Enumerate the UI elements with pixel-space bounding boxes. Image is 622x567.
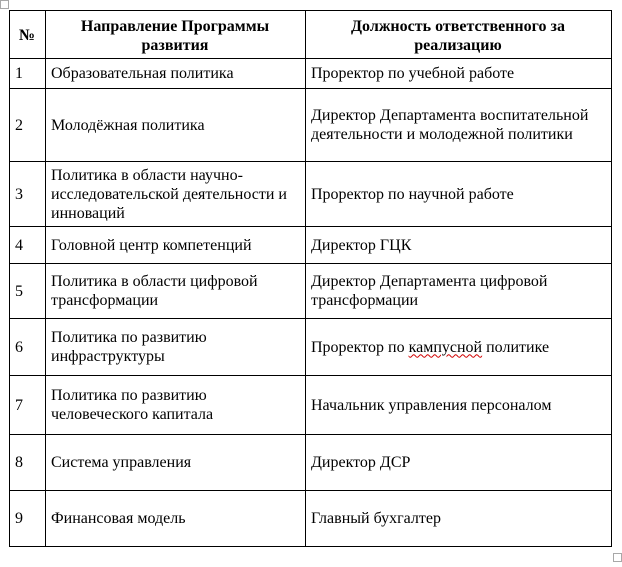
table-row [10,491,612,547]
row-number: 6 [10,319,46,376]
row-responsible [306,319,612,376]
row-responsible: Начальник управления персоналом [306,376,612,435]
table-row [10,319,612,376]
responsibility-table [9,10,612,547]
row-direction: Головной центр компетенций [46,227,306,264]
table-row [10,376,612,435]
responsible-text-suffix: политике [482,338,550,356]
row-responsible: Директор ГЦК [306,227,612,264]
row-direction: Политика в области научно-исследовательской деятельности и инноваций [46,162,306,227]
row-responsible: Директор ДСР [306,435,612,491]
table-row [10,89,612,162]
row-direction: Политика в области цифровой трансформации [46,264,306,319]
table-row [10,435,612,491]
row-direction: Финансовая модель [46,491,306,547]
row-number: 3 [10,162,46,227]
header-number: № [10,11,46,59]
row-direction: Система управления [46,435,306,491]
row-number: 1 [10,59,46,89]
row-responsible: Директор Департамента воспитательной деятельности и молодежной политики [306,89,612,162]
row-responsible: Директор Департамента цифровой трансформации [306,264,612,319]
responsible-text-prefix: Проректор по [311,338,409,356]
row-direction: Образовательная политика [46,59,306,89]
row-direction: Политика по развитию инфраструктуры [46,319,306,376]
row-responsible: Главный бухгалтер [306,491,612,547]
table-row [10,227,612,264]
table-header-row [10,11,612,59]
spellcheck-flagged-word[interactable]: кампусной [408,338,483,356]
row-number: 4 [10,227,46,264]
table-move-handle[interactable] [0,0,9,9]
row-number: 8 [10,435,46,491]
table-row [10,264,612,319]
row-number: 2 [10,89,46,162]
row-number: 5 [10,264,46,319]
header-direction: Направление Программы развития [46,11,306,59]
table-row [10,59,612,89]
table-resize-handle[interactable] [613,553,622,562]
row-direction: Политика по развитию человеческого капитала [46,376,306,435]
row-responsible: Проректор по учебной работе [306,59,612,89]
row-number: 7 [10,376,46,435]
header-responsible: Должность ответственного за реализацию [306,11,612,59]
row-direction: Молодёжная политика [46,89,306,162]
table-row [10,162,612,227]
row-responsible: Проректор по научной работе [306,162,612,227]
row-number: 9 [10,491,46,547]
